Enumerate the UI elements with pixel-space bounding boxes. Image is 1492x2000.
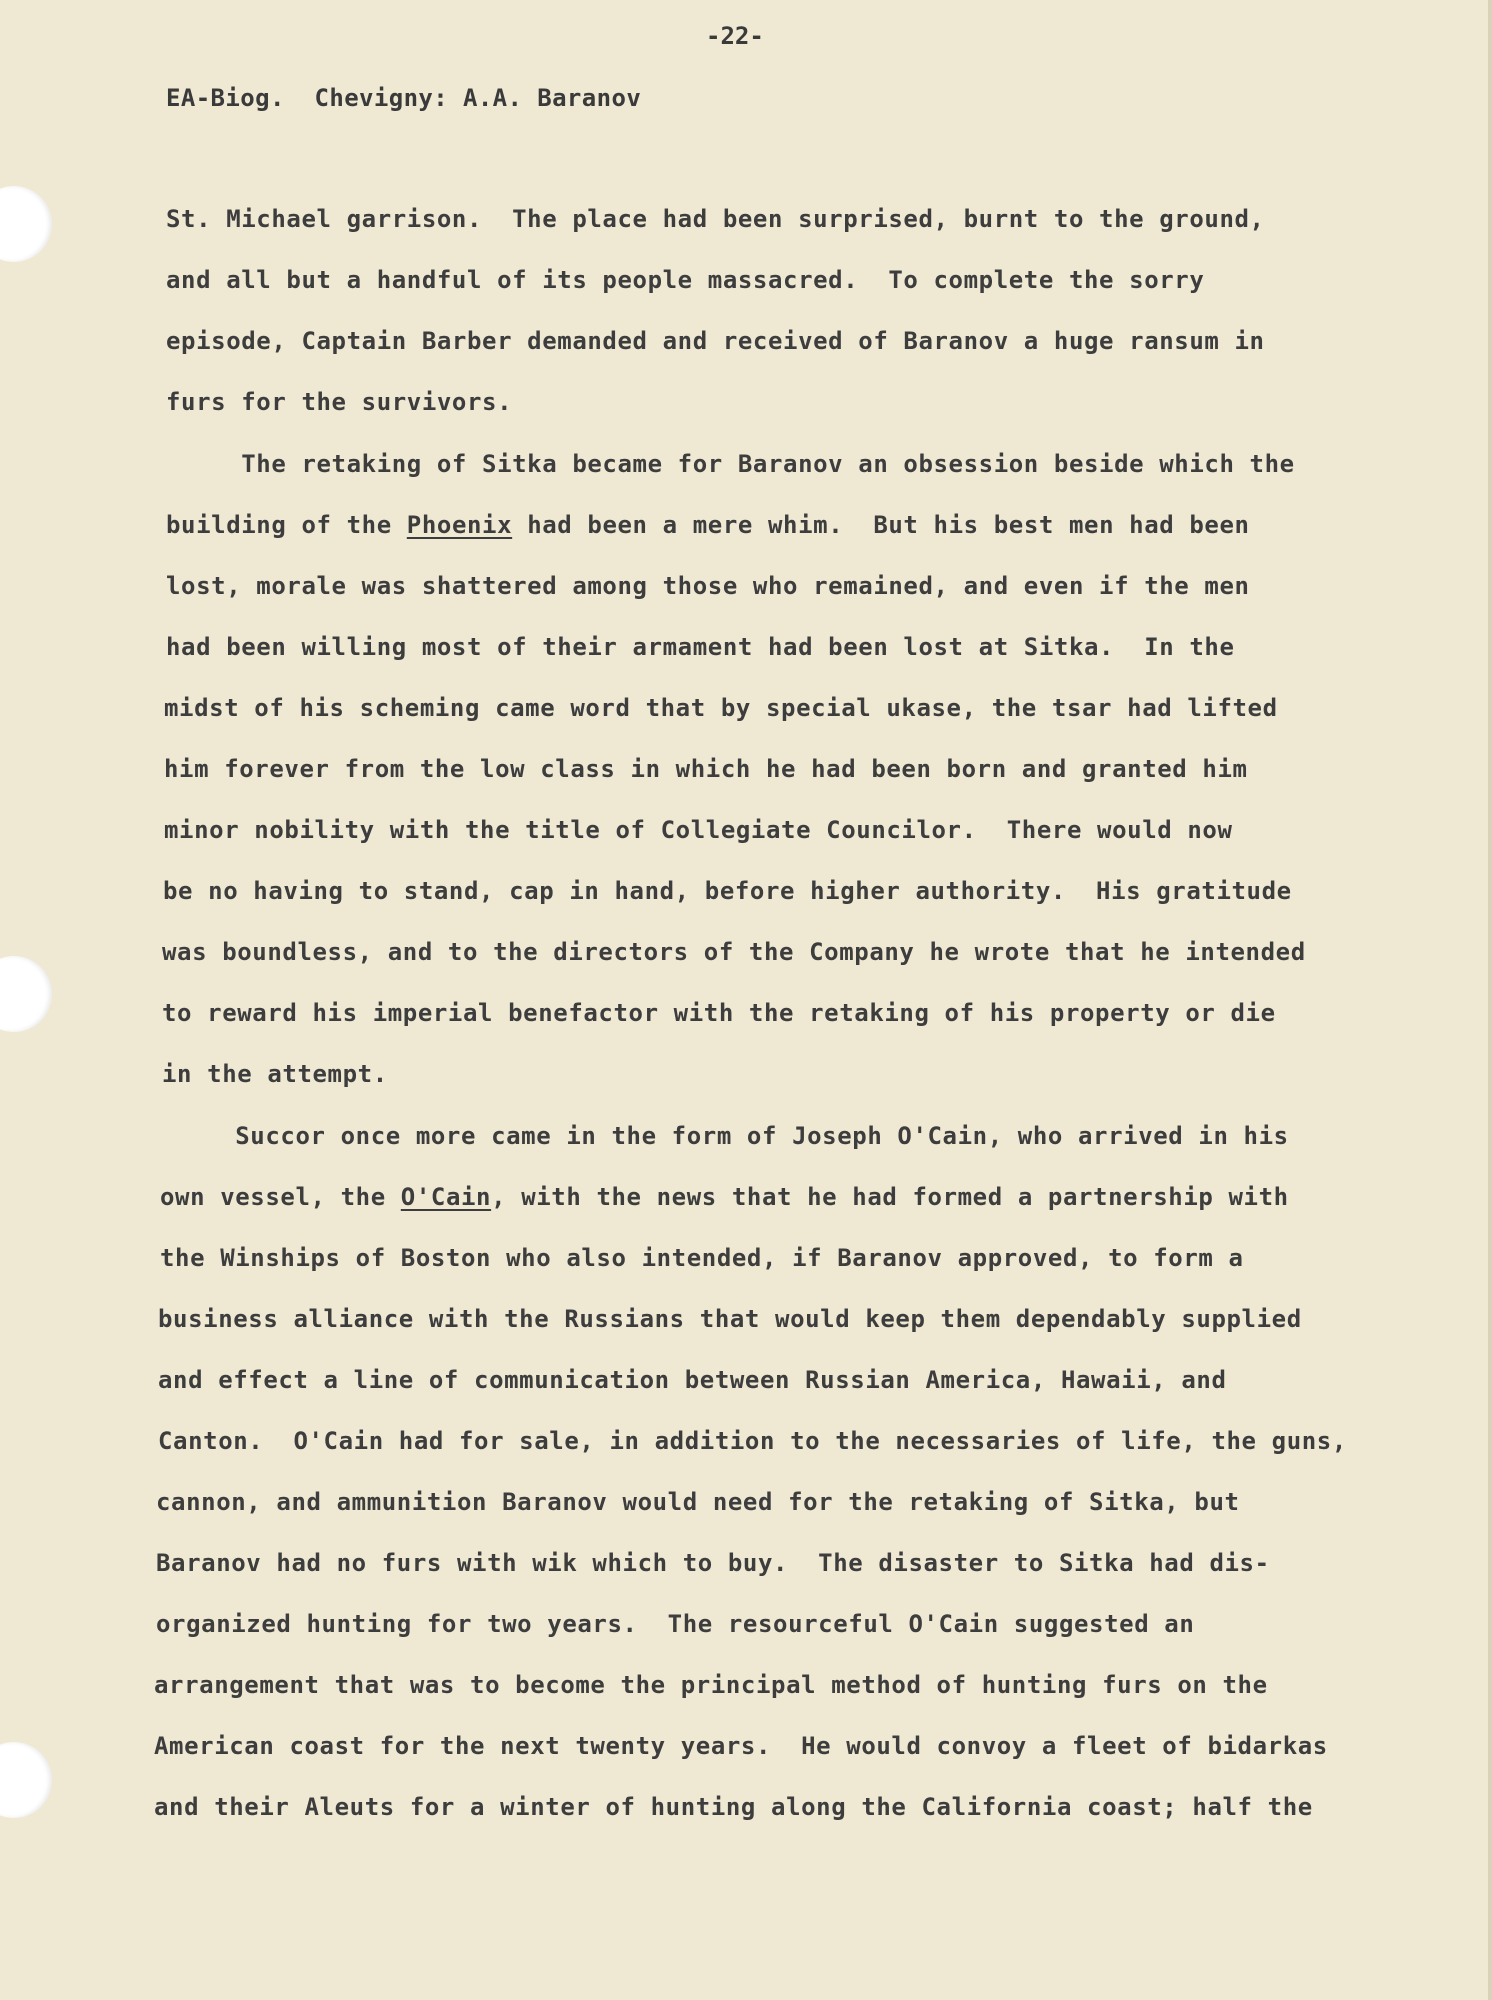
page-edge	[1488, 0, 1492, 2000]
text-line: own vessel, the O'Cain, with the news that he had formed a partnership with	[160, 1183, 1289, 1211]
text-line: arrangement that was to become the principal method of hunting furs on the	[154, 1671, 1268, 1699]
text-line: St. Michael garrison. The place had been surprised, burnt to the ground,	[166, 205, 1265, 233]
text-line: be no having to stand, cap in hand, before higher authority. His gratitude	[163, 877, 1292, 905]
page-number: -22-	[706, 22, 764, 50]
text-line: him forever from the low class in which he had been born and granted him	[164, 755, 1248, 783]
text-line: business alliance with the Russians that would keep them dependably supplied	[158, 1305, 1302, 1333]
vessel-name-phoenix: Phoenix	[406, 511, 513, 539]
vessel-name-ocain: O'Cain	[400, 1183, 492, 1211]
text-line: episode, Captain Barber demanded and received of Baranov a huge ransum in	[166, 327, 1265, 355]
text-line: cannon, and ammunition Baranov would need for the retaking of Sitka, but	[156, 1488, 1240, 1516]
text-line: in the attempt.	[162, 1060, 388, 1088]
text-line: organized hunting for two years. The resourceful O'Cain suggested an	[156, 1610, 1195, 1638]
text-line: and effect a line of communication between Russian America, Hawaii, and	[158, 1366, 1227, 1394]
text-line: had been willing most of their armament had been lost at Sitka. In the	[166, 633, 1235, 661]
punch-hole	[0, 1742, 52, 1818]
text-line: and all but a handful of its people massacred. To complete the sorry	[166, 266, 1205, 294]
text-line: was boundless, and to the directors of the Company he wrote that he intended	[162, 938, 1306, 966]
text-line: Canton. O'Cain had for sale, in addition to the necessaries of life, the guns,	[158, 1427, 1347, 1455]
text-line: American coast for the next twenty years. He would convoy a fleet of bidarkas	[154, 1732, 1328, 1760]
text-line: to reward his imperial benefactor with the retaking of his property or die	[162, 999, 1276, 1027]
running-header: EA-Biog. Chevigny: A.A. Baranov	[166, 84, 642, 112]
text-line: Succor once more came in the form of Joseph O'Cain, who arrived in his	[160, 1122, 1289, 1150]
text-line: furs for the survivors.	[166, 388, 513, 416]
text-line: midst of his scheming came word that by special ukase, the tsar had lifted	[164, 694, 1278, 722]
text-line: the Winships of Boston who also intended, if Baranov approved, to form a	[160, 1244, 1244, 1272]
text-line: building of the Phoenix had been a mere whim. But his best men had been	[166, 511, 1250, 539]
text-line: Baranov had no furs with wik which to buy. The disaster to Sitka had dis-	[156, 1549, 1270, 1577]
text-line: lost, morale was shattered among those who remained, and even if the men	[166, 572, 1250, 600]
punch-hole	[0, 956, 52, 1032]
punch-hole	[0, 186, 52, 262]
text-line: The retaking of Sitka became for Baranov an obsession beside which the	[166, 450, 1295, 478]
text-line: minor nobility with the title of Collegiate Councilor. There would now	[164, 816, 1233, 844]
text-line: and their Aleuts for a winter of hunting along the California coast; half the	[154, 1793, 1313, 1821]
